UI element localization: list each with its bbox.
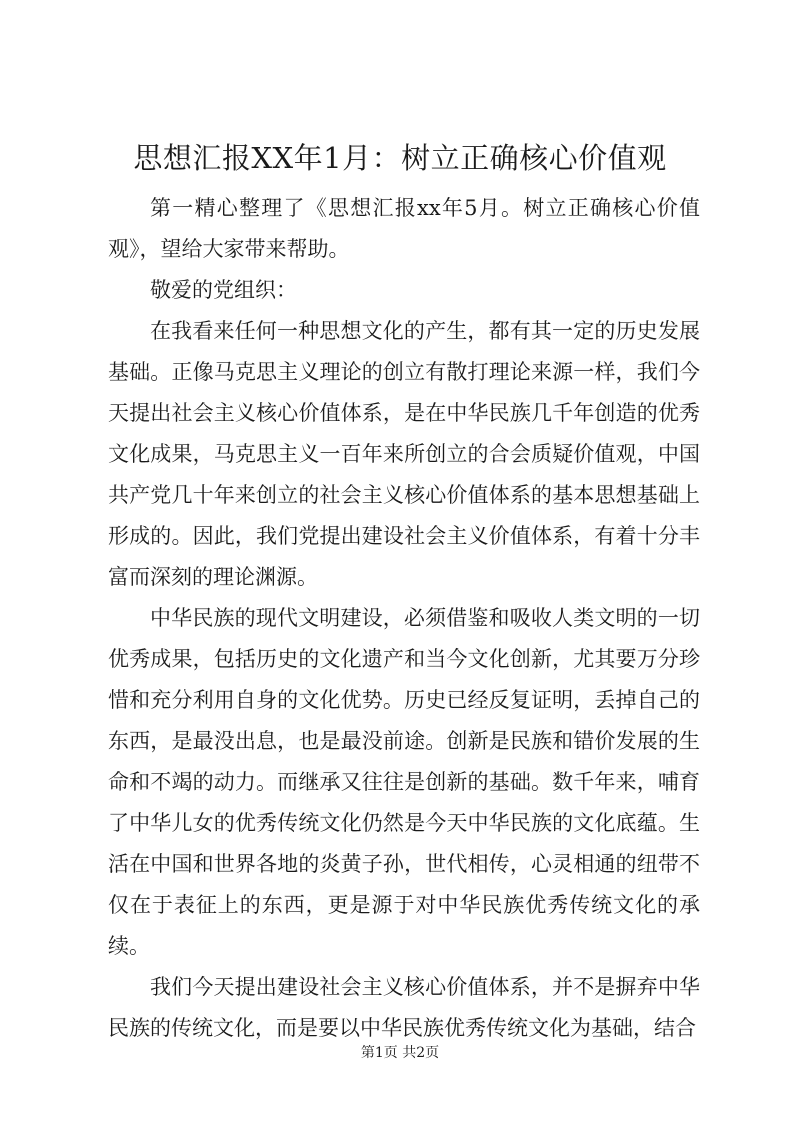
paragraph-body: 我们今天提出建设社会主义核心价值体系，并不是摒弃中华民族的传统文化，而是要以中华民族优秀传统文化为基础，结合: [108, 975, 700, 1040]
page-number-footer: 第1页 共2页: [360, 1045, 440, 1061]
document-body: [108, 188, 700, 1049]
document-title: 思想汇报XX年1月：树立正确核心价值观: [133, 141, 667, 175]
paragraph-body: 中华民族的现代文明建设，必须借鉴和吸收人类文明的一切优秀成果，包括历史的文化遗产和当今文化创新，尤其要万分珍惜和充分利用自身的文化优势。历史已经反复证明，丢掉自己的东西，是最没出息，也是最没前途。创新是民族和错价发展的生命和不竭的动力。而继承又往往是创新的基础。数千年来，哺育了中华儿女的优秀传统文化仍然是今天中华民族的文化底蕴。生活在中国和世界各地的炎黄子孙，世代相传，心灵相通的纽带不仅在于表征上的东西，更是源于对中华民族优秀传统文化的承续。: [108, 606, 700, 958]
paragraph-intro: 第一精心整理了《思想汇报xx年5月。树立正确核心价值观》，望给大家带来帮助。: [108, 196, 700, 261]
paragraph-body: 在我看来任何一种思想文化的产生，都有其一定的历史发展基础。正像马克思主义理论的创立有散打理论来源一样，我们今天提出社会主义核心价值体系，是在中华民族几千年创造的优秀文化成果，马克思主义一百年来所创立的合会质疑价值观，中国共产党几十年来创立的社会主义核心价值体系的基本思想基础上形成的。因此，我们党提出建设社会主义价值体系，有着十分丰富而深刻的理论渊源。: [108, 319, 700, 589]
paragraph-salutation: 敬爱的党组织：: [150, 278, 297, 302]
